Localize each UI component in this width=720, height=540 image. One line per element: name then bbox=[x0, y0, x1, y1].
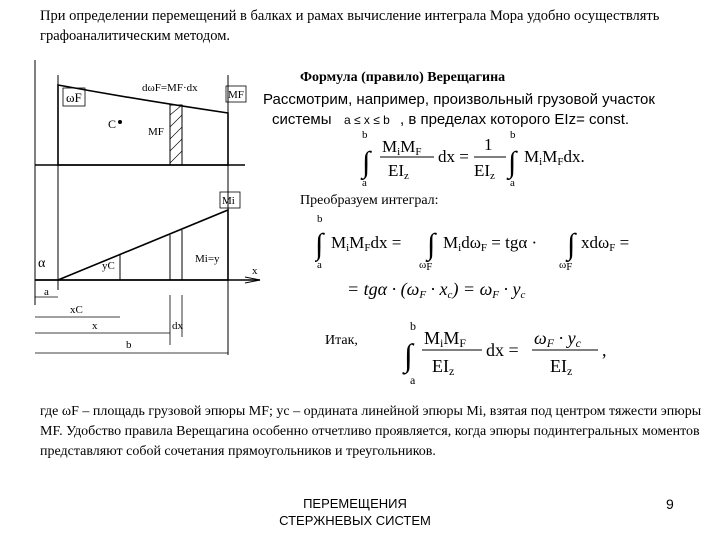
svg-text:MiMFdx.: MiMFdx. bbox=[524, 147, 585, 168]
page-number: 9 bbox=[666, 496, 674, 512]
mf-diagram bbox=[58, 85, 228, 165]
range-text: a ≤ x ≤ b bbox=[344, 113, 390, 127]
svg-text:b: b bbox=[510, 129, 516, 141]
svg-text:MiMFdx =: MiMFdx = bbox=[331, 233, 402, 254]
transform-label: Преобразуем интеграл: bbox=[300, 193, 439, 208]
svg-text:∫: ∫ bbox=[508, 146, 517, 179]
svg-text:MiMF: MiMF bbox=[382, 137, 422, 158]
svg-text:ωF · yc: ωF · yc bbox=[534, 328, 581, 350]
svg-text:xdωF =: xdωF = bbox=[581, 233, 630, 254]
svg-text:a: a bbox=[317, 259, 322, 270]
formula-2 bbox=[315, 210, 665, 270]
omega-f-label: ωF bbox=[66, 90, 82, 105]
alpha-label: α bbox=[38, 256, 46, 271]
mi-diagram bbox=[58, 210, 228, 280]
svg-text:∫: ∫ bbox=[567, 228, 576, 261]
svg-text:b: b bbox=[410, 319, 416, 333]
dim-dx: dx bbox=[172, 320, 183, 332]
svg-text:EIz: EIz bbox=[388, 161, 409, 182]
svg-text:b: b bbox=[317, 213, 323, 225]
svg-text:MidωF = tgα ·: MidωF = tgα · bbox=[443, 233, 538, 254]
svg-text:∫: ∫ bbox=[315, 228, 324, 261]
section-heading: Формула (правило) Верещагина bbox=[300, 70, 506, 85]
d-omega-label: dωF=MF·dx bbox=[142, 82, 198, 94]
mf-inside-label: MF bbox=[148, 126, 164, 138]
consider-text: Рассмотрим, например, произвольный грузовой участок bbox=[263, 91, 655, 108]
svg-text:EIz: EIz bbox=[550, 356, 573, 378]
bottom-paragraph: где ωF – площадь грузовой эпюры MF; yc – ордината линейной эпюры Mi, взятая под центром тяжести эпюры MF. Удобство правила Верещагина особенно отчетливо проявляется, когда эпюры подинтегральных моментов представляют собой сочетания прямоугольников и треугольников. bbox=[40, 404, 702, 459]
svg-text:∫: ∫ bbox=[404, 337, 413, 373]
svg-text:∫: ∫ bbox=[427, 228, 436, 261]
svg-text:= tgα · (ωF · xc) = ωF · yc: = tgα · (ωF · xc) = ωF · yc bbox=[347, 279, 526, 301]
centroid-label: C bbox=[108, 117, 117, 131]
mi-eq-label: Mi=y bbox=[195, 253, 220, 265]
formula-1 bbox=[360, 128, 600, 188]
svg-text:dx =: dx = bbox=[486, 340, 519, 360]
svg-text:MiMF: MiMF bbox=[424, 328, 467, 350]
x-axis-label: x bbox=[252, 265, 258, 277]
svg-text:dx =: dx = bbox=[438, 147, 469, 166]
yc-label: yC bbox=[102, 260, 115, 272]
formula-4 bbox=[402, 318, 632, 388]
beam-diagrams bbox=[30, 55, 300, 360]
svg-text:a: a bbox=[362, 177, 367, 188]
intro-paragraph: При определении перемещений в балках и рамах вычисление интеграла Мора удобно осуществлять графоаналитическим методом. bbox=[40, 8, 660, 44]
svg-text:ωF: ωF bbox=[559, 259, 573, 270]
system-word: системы bbox=[272, 111, 332, 128]
within-text: , в пределах которого EIz= const. bbox=[400, 111, 630, 128]
svg-text:,: , bbox=[602, 340, 607, 360]
itak-label: Итак, bbox=[325, 333, 358, 348]
dim-b: b bbox=[126, 339, 132, 351]
mi-box-label: Mi bbox=[222, 195, 235, 207]
dim-a: a bbox=[44, 286, 49, 298]
svg-text:EIz: EIz bbox=[432, 356, 455, 378]
dim-xc: xC bbox=[70, 304, 83, 316]
svg-text:a: a bbox=[510, 177, 515, 188]
mf-box-label: MF bbox=[228, 89, 244, 101]
svg-text:1: 1 bbox=[484, 135, 493, 154]
formula-3 bbox=[345, 273, 605, 303]
svg-text:b: b bbox=[362, 129, 368, 141]
footer-title: ПЕРЕМЕЩЕНИЯ СТЕРЖНЕВЫХ СИСТЕМ bbox=[279, 496, 431, 528]
svg-text:a: a bbox=[410, 373, 416, 387]
svg-text:∫: ∫ bbox=[362, 146, 371, 179]
svg-text:EIz: EIz bbox=[474, 161, 495, 182]
dim-x: x bbox=[92, 320, 98, 332]
svg-text:ωF: ωF bbox=[419, 259, 433, 270]
